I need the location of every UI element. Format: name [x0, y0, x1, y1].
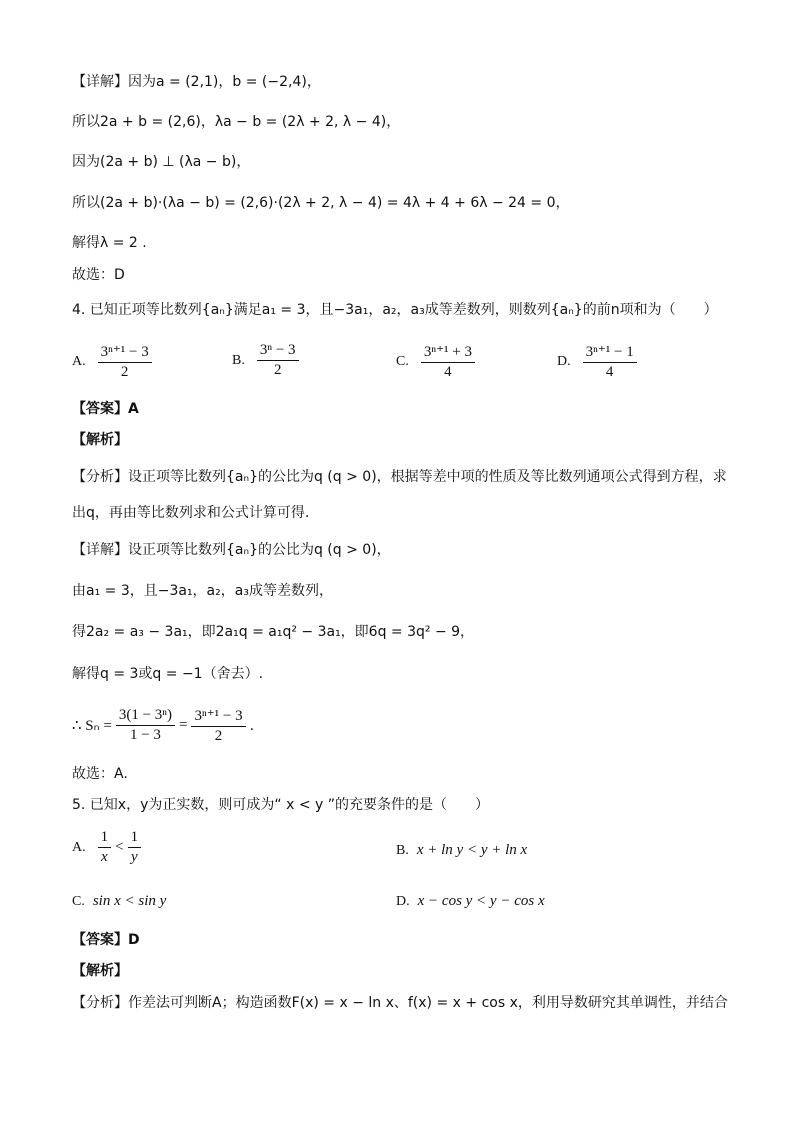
q5-option-a-denominator-2: y	[131, 849, 138, 865]
q4-option-b-label: B.	[232, 352, 245, 368]
q5-option-a	[72, 829, 145, 866]
q4-option-d-numerator: 3ⁿ⁺¹ − 1	[583, 342, 637, 363]
q5-option-b-text: x + ln y < y + ln x	[416, 842, 528, 858]
q5-analysis-heading: 【解析】	[72, 963, 128, 979]
q5-option-c-label: C.	[72, 893, 85, 909]
q5-stem: 5. 已知x，y为正实数，则可成为“ x < y ”的充要条件的是（ ）	[72, 797, 489, 813]
q4-option-a-numerator: 3ⁿ⁺¹ − 3	[98, 342, 152, 363]
q5-option-a-denominator-1: x	[101, 849, 108, 865]
q5-option-c-text: sin x < sin y	[92, 893, 167, 909]
q5-option-b-label: B.	[396, 842, 409, 858]
q4-detail-line-1: 【详解】设正项等比数列{aₙ}的公比为q (q > 0)，	[72, 542, 391, 558]
q5-option-d-label: D.	[396, 893, 410, 909]
q4-option-a-label: A.	[72, 353, 86, 369]
q4-stem: 4. 已知正项等比数列{aₙ}满足a₁ = 3，且−3a₁，a₂，a₃成等差数列，则数列{aₙ}的前n项和为（ ）	[72, 302, 718, 318]
q5-option-b	[396, 842, 527, 859]
q3-detail-line-2: 所以2a + b = (2,6)，λa − b = (2λ + 2, λ − 4)，	[72, 114, 401, 130]
q5-option-d-text: x − cos y < y − cos x	[417, 893, 545, 909]
q4-option-d-denominator: 4	[605, 364, 614, 380]
q3-detail-line-1: 【详解】因为a = (2,1)，b = (−2,4)，	[72, 74, 321, 90]
q4-option-d	[557, 342, 641, 381]
q4-analysis-heading: 【解析】	[72, 432, 128, 448]
q4-option-d-fraction	[583, 342, 637, 381]
q3-choose: 故选：D	[72, 267, 125, 283]
q4-option-d-label: D.	[557, 353, 571, 369]
q4-option-c-label: C.	[396, 353, 409, 369]
q4-sum-fraction-1-denominator: 1 − 3	[129, 727, 161, 743]
q4-option-c-denominator: 4	[444, 364, 452, 380]
q4-detail-line-3: 得2a₂ = a₃ − 3a₁，即2a₁q = a₁q² − 3a₁，即6q = 3q² − 9，	[72, 624, 475, 640]
q3-detail-line-3: 因为(2a + b) ⊥ (λa − b)，	[72, 154, 251, 170]
q4-option-c	[396, 342, 479, 381]
q5-option-d	[396, 893, 545, 910]
q4-option-b-denominator: 2	[273, 362, 282, 378]
q4-option-a	[72, 342, 156, 381]
q5-option-a-fraction-2	[128, 829, 142, 866]
q4-option-a-fraction	[98, 342, 152, 381]
q4-sum-fraction-2-numerator: 3ⁿ⁺¹ − 3	[191, 706, 245, 727]
q4-option-c-numerator: 3ⁿ⁺¹ + 3	[421, 342, 475, 363]
q4-option-b-numerator: 3ⁿ − 3	[257, 342, 299, 361]
q5-answer: 【答案】D	[72, 932, 140, 948]
q5-option-a-numerator-1: 1	[98, 829, 112, 848]
q4-sum-prefix: ∴ Sₙ =	[72, 718, 112, 734]
q5-option-a-label: A.	[72, 839, 86, 855]
q4-option-a-denominator: 2	[120, 364, 129, 380]
q4-sum-fraction-1-numerator: 3(1 − 3ⁿ)	[116, 707, 175, 726]
q3-detail-line-5: 解得λ = 2 .	[72, 235, 147, 251]
q4-option-b-fraction	[257, 342, 299, 379]
q4-sum-formula	[72, 706, 254, 745]
q4-sum-equals: =	[179, 717, 188, 733]
q4-sum-fraction-1	[116, 707, 175, 744]
q4-choose: 故选：A.	[72, 766, 128, 782]
q4-analysis-line-1: 【分析】设正项等比数列{aₙ}的公比为q (q > 0)，根据等差中项的性质及等比数列通项公式得到方程，求	[72, 469, 727, 485]
q4-sum-fraction-2-denominator: 2	[214, 728, 223, 744]
q4-option-c-fraction	[421, 342, 475, 381]
q5-option-a-less-than: <	[115, 839, 124, 855]
q4-detail-line-2: 由a₁ = 3，且−3a₁，a₂，a₃成等差数列，	[72, 583, 333, 599]
q4-sum-end: .	[249, 717, 255, 734]
q5-analysis-line-1: 【分析】作差法可判断A；构造函数F(x) = x − ln x、f(x) = x + cos x，利用导数研究其单调性，并结合	[72, 995, 728, 1011]
q5-option-a-fraction-1	[98, 829, 112, 866]
q4-analysis-line-2: 出q，再由等比数列求和公式计算可得.	[72, 505, 310, 521]
q4-option-b	[232, 342, 303, 379]
q4-detail-line-4: 解得q = 3或q = −1（舍去）.	[72, 666, 264, 682]
q5-option-a-numerator-2: 1	[128, 829, 142, 848]
q4-sum-fraction-2	[191, 706, 245, 745]
q4-answer: 【答案】A	[72, 401, 139, 417]
q5-option-c	[72, 893, 166, 910]
q3-detail-line-4: 所以(2a + b)·(λa − b) = (2,6)·(2λ + 2, λ − 4) = 4λ + 4 + 6λ − 24 = 0，	[72, 195, 570, 211]
